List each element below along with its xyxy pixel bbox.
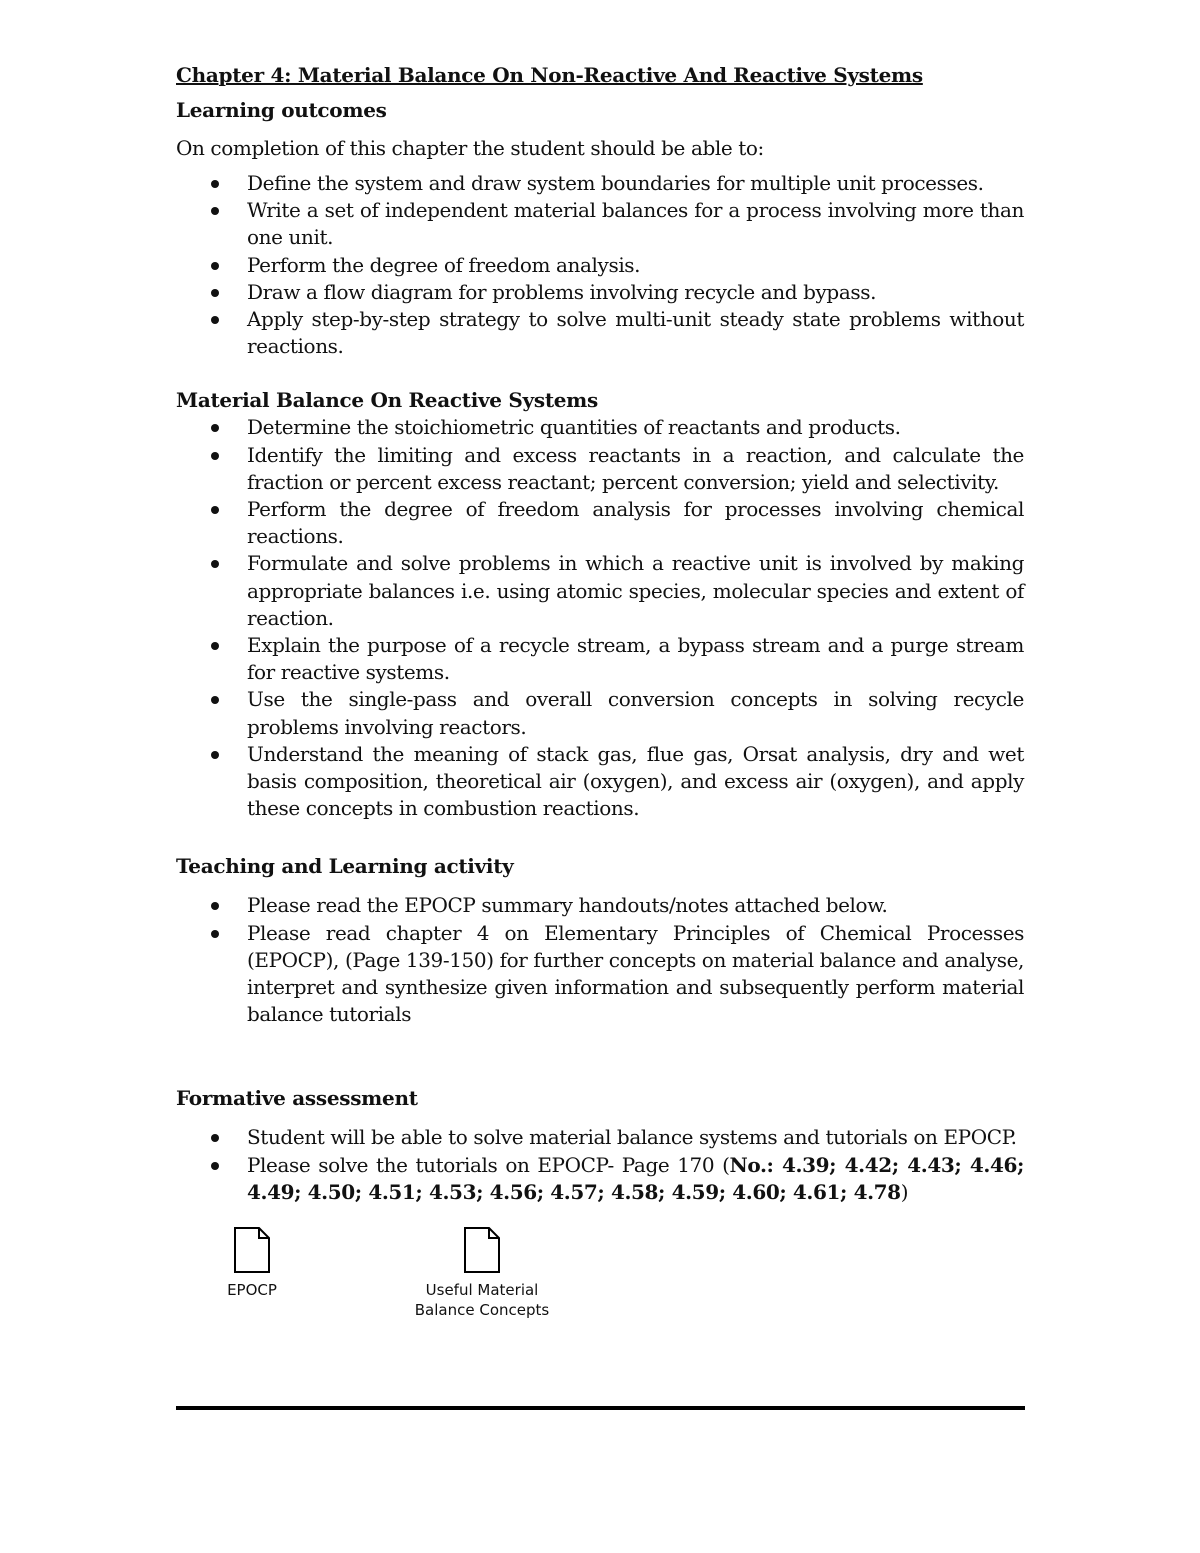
list-item: Student will be able to solve material balance systems and tutorials on EPOCP. — [176, 1124, 1024, 1151]
attachment-label: EPOCP — [227, 1281, 277, 1299]
list-item: Perform the degree of freedom analysis for processes involving chemical reactions. — [176, 496, 1024, 550]
learning-outcomes-intro: On completion of this chapter the student should be able to: — [176, 136, 764, 160]
list-item: Perform the degree of freedom analysis. — [176, 252, 1024, 279]
list-item: Draw a flow diagram for problems involving recycle and bypass. — [176, 279, 1024, 306]
list-item: Apply step-by-step strategy to solve multi-unit steady state problems without reactions. — [176, 306, 1024, 360]
tutorial-close: ) — [900, 1179, 909, 1204]
attachment-label: Useful Material Balance Concepts — [414, 1281, 550, 1319]
list-item: Understand the meaning of stack gas, flue gas, Orsat analysis, dry and wet basis composition, theoretical air (oxygen), and excess air (oxygen), and apply these concepts in combustion reactions. — [176, 741, 1024, 823]
formative-heading: Formative assessment — [176, 1086, 418, 1111]
document-icon — [463, 1226, 501, 1274]
formative-list — [176, 1124, 1024, 1206]
tutorial-text: Please solve the tutorials on EPOCP- Page 170 ( — [247, 1152, 730, 1177]
learning-outcomes-heading: Learning outcomes — [176, 98, 387, 122]
list-item: Please read chapter 4 on Elementary Principles of Chemical Processes (EPOCP), (Page 139-150) for further concepts on material balance and analyse, interpret and synthesize given information and subsequently perform material balance tutorials — [176, 920, 1024, 1029]
footer-divider — [176, 1406, 1025, 1410]
learning-outcomes-list — [176, 170, 1024, 360]
list-item: Use the single-pass and overall conversion concepts in solving recycle problems involving reactors. — [176, 686, 1024, 740]
chapter-title: Chapter 4: Material Balance On Non-Reactive And Reactive Systems — [176, 63, 923, 87]
tutorial-numbers: No.: 4.39; 4.42; 4.43; 4.46; 4.49; 4.50; 4.51; 4.53; 4.56; 4.57; 4.58; 4.59; 4.60; 4.61; 4.78 — [247, 1152, 1024, 1204]
list-item: Formulate and solve problems in which a reactive unit is involved by making appropriate balances i.e. using atomic species, molecular species and extent of reaction. — [176, 550, 1024, 632]
list-item: Explain the purpose of a recycle stream, a bypass stream and a purge stream for reactive systems. — [176, 632, 1024, 686]
document-icon — [233, 1226, 271, 1274]
list-item — [176, 1152, 1024, 1206]
list-item: Determine the stoichiometric quantities of reactants and products. — [176, 414, 1024, 441]
reactive-systems-list — [176, 414, 1024, 822]
list-item: Write a set of independent material balances for a process involving more than one unit. — [176, 197, 1024, 251]
attachment-epocp[interactable] — [152, 1226, 352, 1300]
list-item: Please read the EPOCP summary handouts/notes attached below. — [176, 892, 1024, 919]
list-item: Define the system and draw system boundaries for multiple unit processes. — [176, 170, 1024, 197]
list-item: Identify the limiting and excess reactants in a reaction, and calculate the fraction or percent excess reactant; percent conversion; yield and selectivity. — [176, 442, 1024, 496]
document-page — [176, 58, 1024, 1206]
attachment-useful-concepts[interactable] — [382, 1226, 582, 1320]
reactive-systems-heading: Material Balance On Reactive Systems — [176, 388, 599, 413]
teaching-heading: Teaching and Learning activity — [176, 854, 514, 879]
teaching-list — [176, 892, 1024, 1028]
